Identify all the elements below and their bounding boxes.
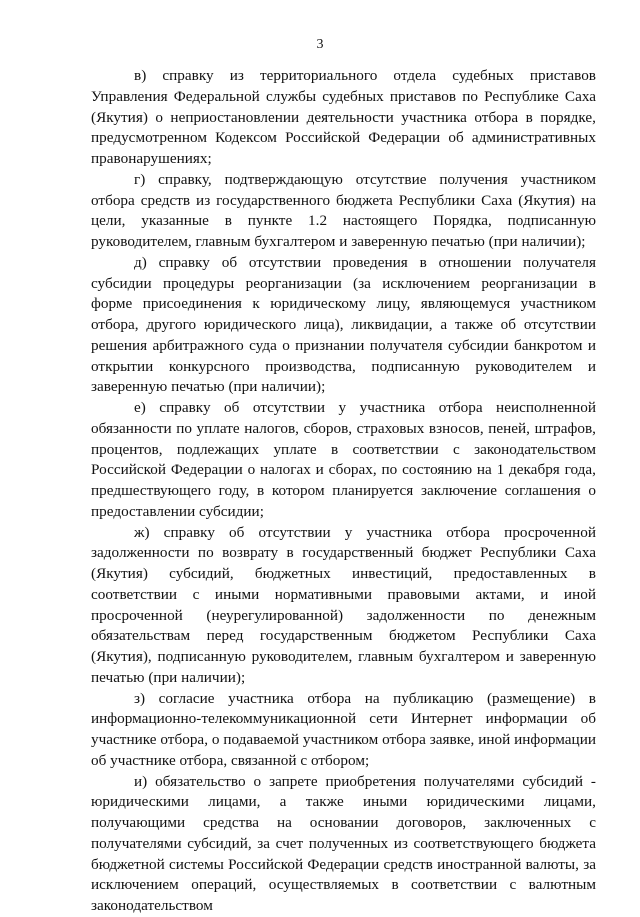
- paragraph-d: д) справку об отсутствии проведения в отношении получателя субсидии процедуры реорганизации (за исключением реорганизации в форме присоединения к юридическому лицу, являющемуся участником отбора, другого юридического лица), ликвидации, а также об отсутствии решения арбитражного суда о признании получателя субсидии банкротом и открытии конкурсного производства, подписанную руководителем и заверенную печатью (при наличии);: [91, 253, 596, 396]
- document-body: [91, 66, 596, 917]
- paragraph-zh: ж) справку об отсутствии у участника отбора просроченной задолженности по возврату в государственный бюджет Республики Саха (Якутия) субсидий, бюджетных инвестиций, предоставленных в соответствии с иными нормативными правовыми актами, и иной просроченной (неурегулированной) задолженности по денежным обязательствам перед государственным бюджетом Республики Саха (Якутия), подписанную руководителем, главным бухгалтером и заверенную печатью (при наличии);: [91, 523, 596, 686]
- page-number: 3: [316, 37, 324, 52]
- paragraph-g: г) справку, подтверждающую отсутствие получения участником отбора средств из государственного бюджета Республики Саха (Якутия) на цели, указанные в пункте 1.2 настоящего Порядка, подписанную руководителем, главным бухгалтером и заверенную печатью (при наличии);: [91, 170, 596, 250]
- paragraph-i: и) обязательство о запрете приобретения получателями субсидий - юридическими лицами, а также иными юридическими лицами, получающими средства на основании договоров, заключенных с получателями субсидий, за счет полученных из соответствующего бюджета бюджетной системы Российской Федерации средств иностранной валюты, за исключением операций, осуществляемых в соответствии с валютным законодательством: [91, 772, 596, 914]
- paragraph-v: в) справку из территориального отдела судебных приставов Управления Федеральной службы судебных приставов по Республике Саха (Якутия) о неприостановлении деятельности участника отбора в порядке, предусмотренном Кодексом Российской Федерации об административных правонарушениях;: [91, 67, 596, 167]
- paragraph-z: з) согласие участника отбора на публикацию (размещение) в информационно-телекоммуникационной сети Интернет информации об участнике отбора, о подаваемой участником отбора заявке, иной информации об участнике отбора, связанной с отбором;: [91, 689, 596, 769]
- paragraph-e: е) справку об отсутствии у участника отбора неисполненной обязанности по уплате налогов, сборов, страховых взносов, пеней, штрафов, процентов, подлежащих уплате в соответствии с законодательством Российской Федерации о налогах и сборах, по состоянию на 1 декабря года, предшествующего году, в котором планируется заключение соглашения о предоставлении субсидии;: [91, 399, 596, 520]
